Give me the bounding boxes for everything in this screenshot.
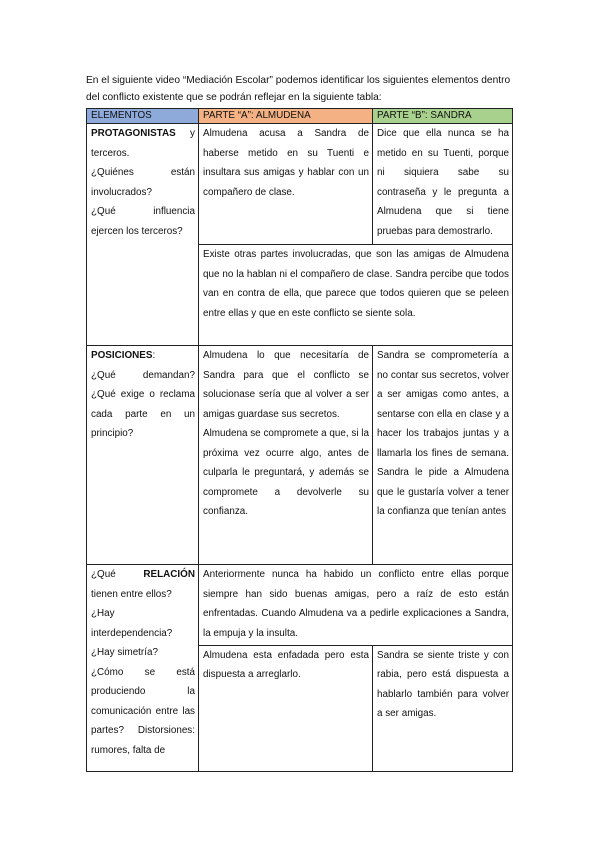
cell-protagonistas-b: Dice que ella nunca se ha metido en su Tuenti, porque ni siquiera sabe su contraseña y le pregunta a Almudena que si tiene pruebas para demostrarlo.: [373, 124, 513, 245]
question-quienes: ¿Quiénes están involucrados?: [91, 167, 195, 198]
header-parte-b: PARTE “B”: SANDRA: [373, 109, 513, 124]
label-protagonistas: PROTAGONISTAS: [91, 128, 176, 139]
cell-relacion-b: Sandra se siente triste y con rabia, pero está dispuesta a hablarlo también para volver a ser amigas.: [373, 645, 513, 771]
table-header-row: [87, 109, 513, 124]
cell-relacion-a: Almudena esta enfadada pero esta dispuesta a arreglarlo.: [199, 645, 373, 771]
cell-posiciones-a: Almudena lo que necesitaría de Sandra para que el conflicto se solucionase sería que al volver a ser amigas guardase sus secretos. Almudena se compromete a que, si la próxima vez ocurre algo, antes de culparla le preguntará, y además se compromete a devolverle su confianza.: [199, 346, 373, 565]
cell-protagonistas-shared: Existe otras partes involucradas, que son las amigas de Almudena que no la hablan ni el compañero de clase. Sandra percibe que todos van en contra de ella, que parece que todos quieren que se peleen entre ellas y que en este conflicto se siente sola.: [199, 245, 513, 346]
table-row-relacion: [87, 565, 513, 646]
cell-relacion-elements: ¿Qué RELACIÓN tienen entre ellos? ¿Hay interdependencia? ¿Hay simetría? ¿Cómo se está produciendo la comunicación entre las partes? Distorsiones: rumores, falta de: [87, 565, 199, 772]
cell-posiciones-b: Sandra se comprometería a no contar sus secretos, volver a ser amigas como antes, a sentarse con ella en clase y a hacer los trabajos juntas y a llamarla los fines de semana. Sandra le pide a Almudena que le gustaría volver a tener la confianza que tenían antes: [373, 346, 513, 565]
question-influencia: ¿Qué influencia ejercen los terceros?: [91, 206, 195, 237]
question-comunicacion: ¿Cómo se está produciendo la comunicación entre las partes? Distorsiones: rumores, falta de: [91, 666, 195, 756]
intro-line-2: del conflicto existente que se podrán reflejar en la siguiente tabla:: [86, 92, 382, 103]
cell-protagonistas-elements: PROTAGONISTAS y terceros. ¿Quiénes están involucrados? ¿Qué influencia ejercen los terceros?: [87, 124, 199, 346]
header-parte-a: PARTE “A”: ALMUDENA: [199, 109, 373, 124]
cell-posiciones-elements: POSICIONES: ¿Qué demandan? ¿Qué exige o reclama cada parte en un principio?: [87, 346, 199, 565]
cell-protagonistas-a: Almudena acusa a Sandra de haberse metido en su Tuenti e insultara sus amigas y hablar con un compañero de clase.: [199, 124, 373, 245]
header-elementos: ELEMENTOS: [87, 109, 199, 124]
label-posiciones: POSICIONES: [91, 350, 153, 361]
table-row-posiciones: [87, 346, 513, 565]
intro-paragraph: [86, 72, 516, 106]
question-simetria: ¿Hay simetría?: [91, 647, 158, 658]
label-relacion: RELACIÓN: [143, 569, 195, 580]
question-demandan: ¿Qué demandan? ¿Qué exige o reclama cada parte en un principio?: [91, 369, 195, 439]
question-interdependencia: ¿Hay interdependencia?: [91, 608, 173, 639]
table-row-protagonistas: [87, 124, 513, 245]
cell-relacion-shared: Anteriormente nunca ha habido un conflicto entre ellas porque siempre han sido buenas amigas, pero a raíz de esto están enfrentadas. Cuando Almudena va a pedirle explicaciones a Sandra, la empuja y la insulta.: [199, 565, 513, 646]
conflict-table: [86, 108, 513, 772]
intro-line-1: En el siguiente video “Mediación Escolar” podemos identificar los siguientes elementos dentro: [86, 75, 511, 86]
